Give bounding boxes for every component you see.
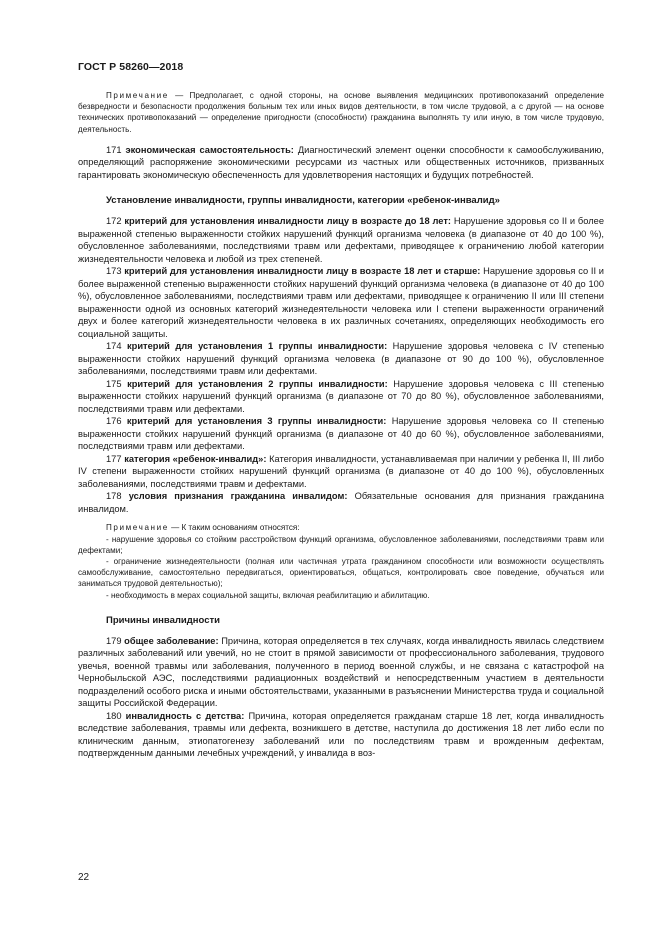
term-180 xyxy=(78,710,604,760)
term-179 xyxy=(78,635,604,710)
section-heading: Причины инвалидности xyxy=(106,614,220,626)
term-title: критерий для установления 1 группы инвалидности: xyxy=(127,341,388,352)
term-172 xyxy=(78,215,604,265)
term-definition: Диагностический элемент оценки способности к самообслуживанию, определяющий распоряжение экономическими ресурсами из частных или общественных источников, призванных гарантировать экономическую обеспеченность для удовлетворения настоящих и будущих потребностей. xyxy=(78,144,604,180)
term-title: критерий для установления 3 группы инвалидности: xyxy=(126,416,387,427)
term-definition: Нарушение здоровья человека со II степенью выраженности стойких нарушений функций организма (в диапазоне от 40 до 60 %), обусловленное заболеваниями, последствиями травм или дефектами. xyxy=(78,416,604,452)
term-176 xyxy=(78,415,604,453)
note-text: — Предполагает, с одной стороны, на основе выявления медицинских противопоказаний определение безвредности и безопасности продолжения больным тех или иных видов деятельности, в том числе трудовой, а с другой — на основе технических противопоказаний — определение пригодности (способности) гражданина выполнять ту или иную, в том числе трудовую, деятельность. xyxy=(78,91,604,134)
term-title: критерий для установления инвалидности лицу в возрасте до 18 лет: xyxy=(124,216,451,227)
note-text: — К таким основаниям относятся: xyxy=(168,523,300,533)
note-paragraph xyxy=(78,90,604,135)
term-title: экономическая самостоятельность: xyxy=(125,144,294,155)
term-173 xyxy=(78,265,604,340)
term-definition: Нарушение здоровья человека с IV степенью выраженности стойких нарушений функций организма человека (в диапазоне от 90 до 100 %), обусловленное заболеваниями, последствиями травм или дефектами. xyxy=(78,341,604,377)
term-definition: Категория инвалидности, устанавливаемая при наличии у ребенка II, III либо IV степени выраженности стойких нарушений функций организма (в диапазоне от 40 до 100 %), обусловленных заболеваниями, последствиями травм и дефектами. xyxy=(78,453,604,489)
term-definition: Причина, которая определяется гражданам старше 18 лет, когда инвалидность вследствие заболевания, травмы или дефекта, возникшего в детстве, наступила до достижения 18 лет либо если по клиническим данным, этиопатогенезу заболеваний или по последствиям травм и врожденным дефектам, подтвержденным данными лечебных учреждений, у инвалида в воз- xyxy=(78,710,604,759)
term-number: 177 xyxy=(106,453,125,464)
term-number: 180 xyxy=(106,710,126,721)
term-175 xyxy=(78,378,604,416)
term-number: 174 xyxy=(106,341,127,352)
term-definition: Обязательные основания для признания гражданина инвалидом. xyxy=(78,491,604,514)
term-171 xyxy=(78,144,604,182)
term-178 xyxy=(78,490,604,515)
page-number: 22 xyxy=(78,872,90,883)
term-title: общее заболевание: xyxy=(124,635,219,646)
term-title: категория «ребенок-инвалид»: xyxy=(124,453,267,464)
note-list-item: - ограничение жизнедеятельности (полная или частичная утрата гражданином способности или возможности осуществлять самообслуживание, самостоятельно передвигаться, ориентироваться, общаться, контролировать свое поведение, обучаться или заниматься трудовой деятельностью); xyxy=(78,556,604,589)
term-title: критерий для установления инвалидности лицу в возрасте 18 лет и старше: xyxy=(124,266,481,277)
term-definition: Нарушение здоровья человека с III степенью выраженности стойких нарушений функций организма (в диапазоне от 70 до 80 %), обусловленное заболеваниями, последствиями травм или дефектами. xyxy=(78,378,604,414)
term-number: 171 xyxy=(106,144,126,155)
term-definition: Причина, которая определяется в тех случаях, когда инвалидность явилась следствием различных заболеваний или увечий, но не стоит в прямой зависимости от профессионального заболевания, трудового увечья, военной травмы или заболевания, полученного в период военной службы, и не связана с катастрофой на Чернобыльской АЭС, последствиями радиационных воздействий и непосредственным участием в деятельности подразделений особого риска и иными обстоятельствами, указанными в разъяснении Министерства труда и социальной защиты Российской Федерации. xyxy=(78,635,604,709)
term-title: критерий для установления 2 группы инвалидности: xyxy=(127,378,388,389)
term-number: 179 xyxy=(106,635,125,646)
term-definition: Нарушение здоровья со II и более выраженной степенью выраженности стойких нарушений функций организма человека (в диапазоне от 40 до 100 %), обусловленное заболеваниями, последствиями травм или дефектами, приводящее к ограничению любой категории жизнедеятельности человека и любой из трех степеней. xyxy=(78,216,604,264)
term-number: 178 xyxy=(106,491,129,502)
note-list-item: - нарушение здоровья со стойким расстройством функций организма, обусловленное заболеваниями, последствиями травм или дефектами; xyxy=(78,534,604,555)
note-paragraph xyxy=(78,522,604,533)
document-header: ГОСТ Р 58260—2018 xyxy=(78,61,184,73)
term-title: инвалидность с детства: xyxy=(125,710,245,721)
term-174 xyxy=(78,340,604,378)
note-label: Примечание xyxy=(106,523,169,533)
term-number: 175 xyxy=(106,378,128,389)
section-heading: Установление инвалидности, группы инвалидности, категории «ребенок-инвалид» xyxy=(106,195,500,207)
term-177 xyxy=(78,453,604,491)
document-body xyxy=(78,90,604,760)
term-number: 172 xyxy=(106,216,125,227)
note-label: Примечание xyxy=(106,91,169,100)
term-title: условия признания гражданина инвалидом: xyxy=(128,491,348,502)
note-list-item: - необходимость в мерах социальной защиты, включая реабилитацию и абилитацию. xyxy=(106,590,430,600)
term-number: 173 xyxy=(106,266,125,277)
term-definition: Нарушение здоровья со II и более выраженной степенью выраженности стойких нарушений функций организма человека (в диапазоне от 40 до 100 %), обусловленное заболеваниями, последствиями травм или дефектами, приводящее к ограничению II или III степени выраженности одной из основных категорий жизнедеятельности человека или I степени выраженности ограничений двух и более категорий жизнедеятельности человека в их различных сочетаниях, определяющих необходимость его социальной защиты. xyxy=(78,266,604,339)
term-number: 176 xyxy=(106,416,127,427)
